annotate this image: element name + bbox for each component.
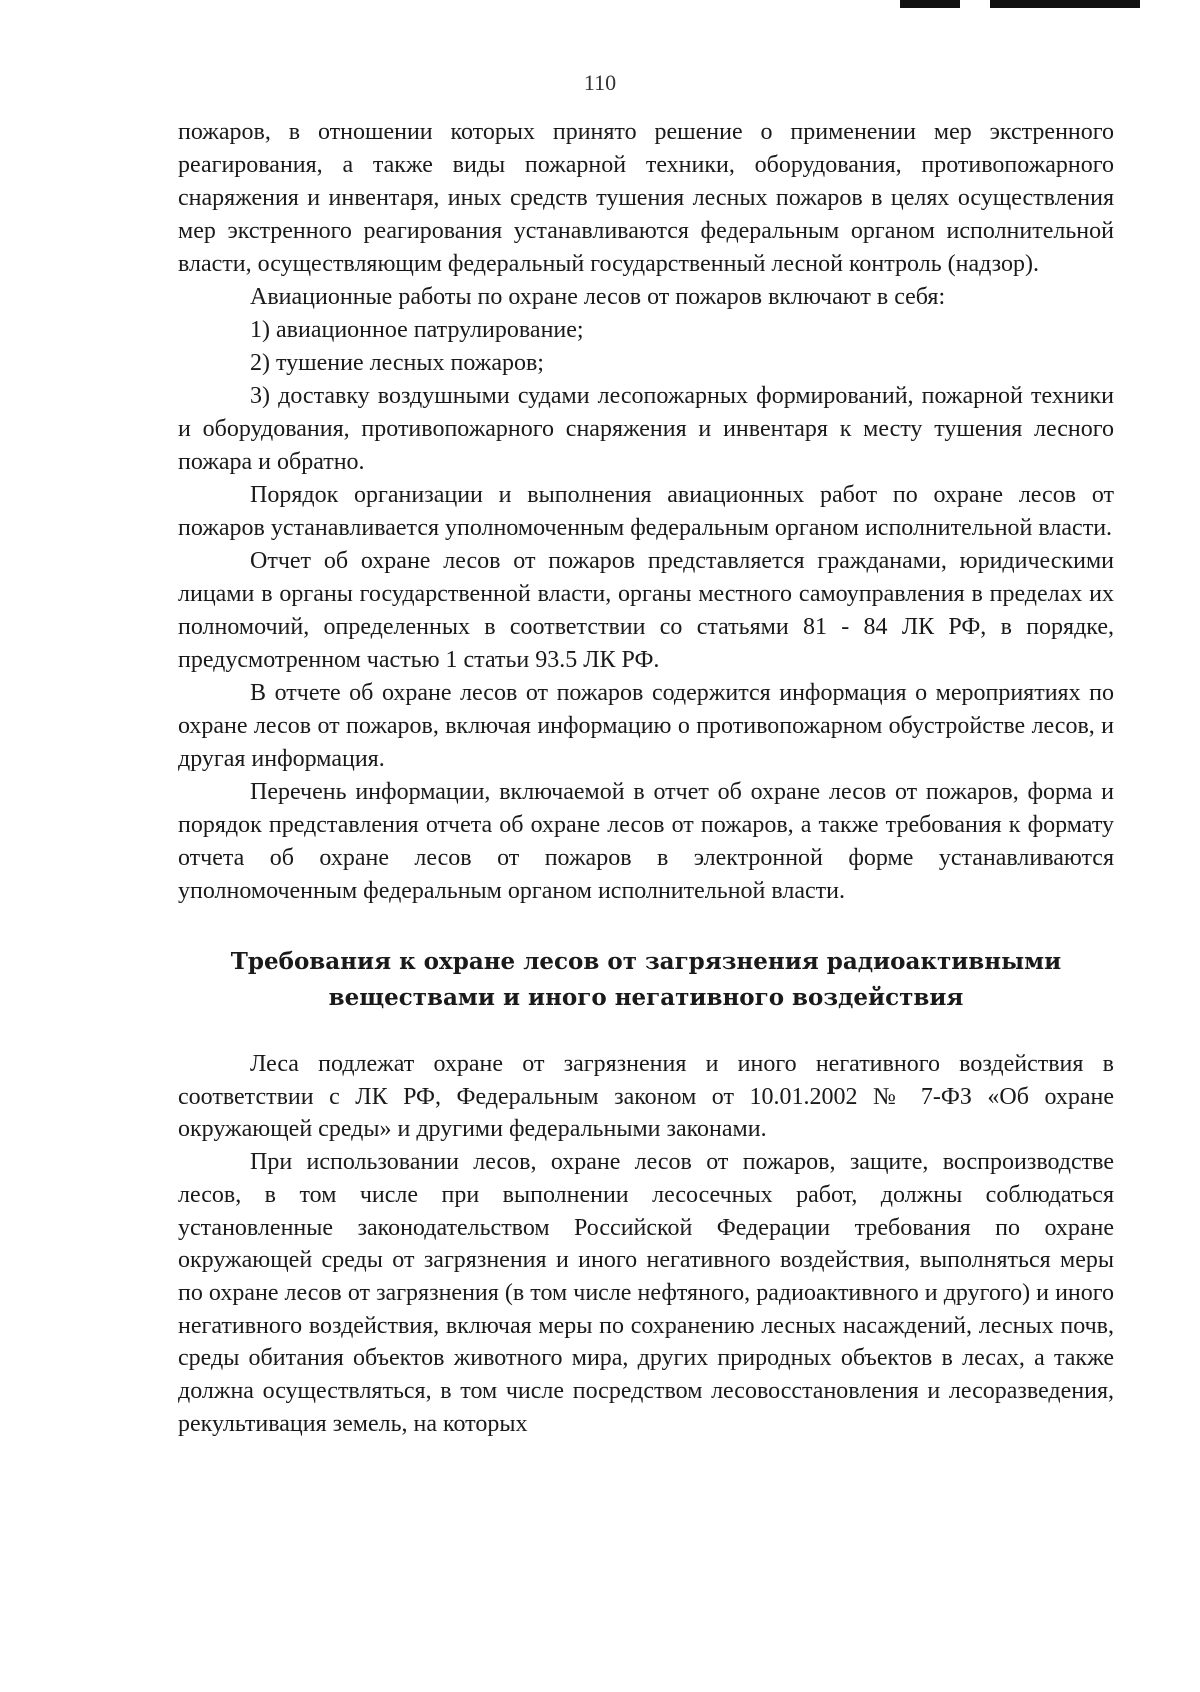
- paragraph: Порядок организации и выполнения авиационных работ по охране лесов от пожаров устанавливается уполномоченным федеральным органом исполнительной власти.: [178, 482, 1114, 541]
- list-item: 3) доставку воздушными судами лесопожарных формирований, пожарной техники и оборудования, противопожарного снаряжения и инвентаря к месту тушения лесного пожара и обратно.: [178, 383, 1114, 475]
- paragraph: В отчете об охране лесов от пожаров содержится информация о мероприятиях по охране лесов от пожаров, включая информацию о противопожарном обустройстве лесов, и другая информация.: [178, 680, 1114, 772]
- scan-artifact-bar: [900, 0, 960, 8]
- section-heading-line: Требования к охране лесов от загрязнения радиоактивными: [230, 948, 1062, 975]
- list-item: 2) тушение лесных пожаров;: [250, 350, 544, 376]
- section-heading-line: веществами и иного негативного воздействия: [328, 984, 964, 1011]
- section-body: [178, 1048, 1114, 1440]
- paragraph: пожаров, в отношении которых принято решение о применении мер экстренного реагирования, а также виды пожарной техники, оборудования, противопожарного снаряжения и инвентаря, иных средств тушения лесных пожаров в целях осуществления мер экстренного реагирования устанавливаются федеральным органом исполнительной власти, осуществляющим федеральный государственный лесной контроль (надзор).: [178, 119, 1114, 277]
- paragraph: При использовании лесов, охране лесов от пожаров, защите, воспроизводстве лесов, в том числе при выполнении лесосечных работ, должны соблюдаться установленные законодательством Российской Федерации требования по охране окружающей среды от загрязнения и иного негативного воздействия, выполняться меры по охране лесов от загрязнения (в том числе нефтяного, радиоактивного и другого) и иного негативного воздействия, включая меры по сохранению лесных насаждений, лесных почв, среды обитания объектов животного мира, других природных объектов в лесах, а также должна осуществляться, в том числе посредством лесовосстановления и лесоразведения, рекультивация земель, на которых: [178, 1149, 1114, 1437]
- list-item: 1) авиационное патрулирование;: [250, 317, 584, 343]
- paragraph: Леса подлежат охране от загрязнения и иного негативного воздействия в соответствии с ЛК РФ, Федеральным законом от 10.01.2002 № 7-ФЗ «Об охране окружающей среды» и другими федеральными законами.: [178, 1051, 1114, 1143]
- paragraph: Отчет об охране лесов от пожаров представляется гражданами, юридическими лицами в органы государственной власти, органы местного самоуправления в пределах их полномочий, определенных в соответствии со статьями 81 - 84 ЛК РФ, в порядке, предусмотренном частью 1 статьи 93.5 ЛК РФ.: [178, 548, 1114, 673]
- section-heading: [178, 944, 1114, 1016]
- document-body: [178, 116, 1114, 1440]
- scan-artifact-bar: [990, 0, 1140, 8]
- page-number: 110: [583, 70, 617, 95]
- paragraph: Авиационные работы по охране лесов от пожаров включают в себя:: [250, 284, 946, 310]
- paragraph: Перечень информации, включаемой в отчет об охране лесов от пожаров, форма и порядок представления отчета об охране лесов от пожаров, а также требования к формату отчета об охране лесов от пожаров в электронной форме устанавливаются уполномоченным федеральным органом исполнительной власти.: [178, 779, 1114, 904]
